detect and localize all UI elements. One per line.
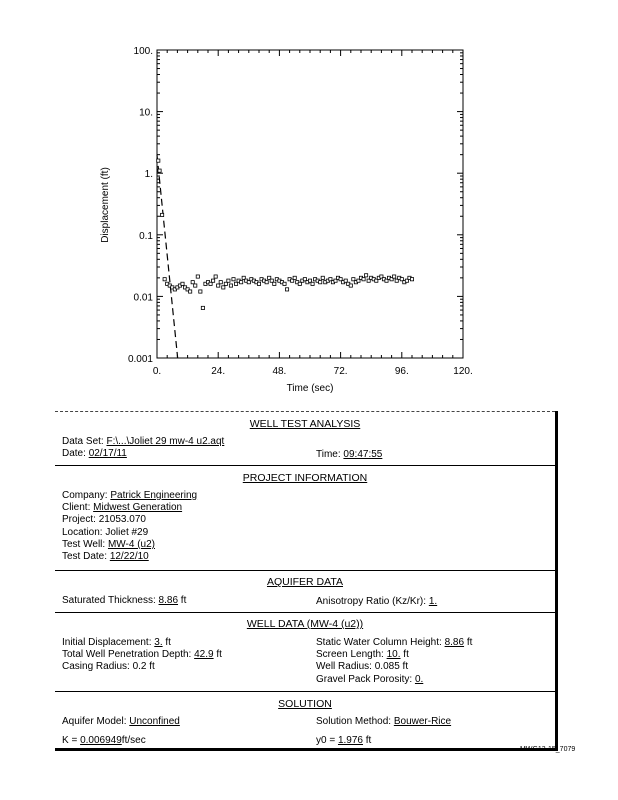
data-point <box>349 284 352 287</box>
gravel-value: 0. <box>414 674 424 685</box>
data-point <box>273 282 276 285</box>
data-point <box>229 284 232 287</box>
aquifer-data-header: AQUIFER DATA <box>266 576 344 588</box>
casing-label: Casing Radius: <box>62 661 130 672</box>
penetration-label: Total Well Penetration Depth: <box>62 649 192 660</box>
penetration-value: 42.9 <box>194 649 214 660</box>
static-value: 8.86 <box>444 637 465 648</box>
gravel-porosity-row <box>316 674 423 686</box>
client-value: Midwest Generation <box>93 502 183 513</box>
client-label: Client: <box>62 502 91 513</box>
date-value: 02/17/11 <box>88 448 127 459</box>
k-equals: = <box>71 735 78 746</box>
time-row <box>316 449 382 461</box>
y-tick-label: 0.001 <box>127 354 153 365</box>
model-value: Unconfined <box>129 716 180 727</box>
anisotropy-label: Anisotropy Ratio (Kz/Kr): <box>316 596 427 607</box>
k-value: 0.006949 <box>80 735 122 746</box>
data-set-value: F:\...\Joliet 29 mw-4 u2.aqt <box>106 436 225 447</box>
data-point <box>196 275 199 278</box>
data-point <box>161 213 164 216</box>
fit-line <box>157 155 178 358</box>
y0-row <box>316 735 371 747</box>
data-point <box>199 290 202 293</box>
well-radius-unit: ft <box>402 661 409 672</box>
penetration-row <box>62 649 222 661</box>
sat-thickness-value: 8.86 <box>158 595 179 606</box>
y-tick-label: 1. <box>144 169 153 181</box>
y-axis-label: Displacement (ft) <box>100 167 111 243</box>
casing-value: 0.2 <box>132 661 147 672</box>
client-row <box>62 502 182 514</box>
data-point <box>194 284 197 287</box>
screen-length-row <box>316 649 409 661</box>
screen-label: Screen Length: <box>316 649 384 660</box>
sat-thickness-label: Saturated Thickness: <box>62 595 156 606</box>
y0-value: 1.976 <box>337 735 363 746</box>
y0-unit: ft <box>365 735 372 746</box>
divider-4 <box>55 691 555 692</box>
well-radius-label: Well Radius: <box>316 661 372 672</box>
data-point <box>217 284 220 287</box>
data-set-row <box>62 436 224 448</box>
project-label: Project: <box>62 514 96 525</box>
well-radius-row <box>316 661 408 673</box>
data-point <box>365 274 368 277</box>
data-point <box>311 282 314 285</box>
data-point <box>321 276 324 279</box>
test-date-value: 12/22/10 <box>109 551 149 562</box>
data-point <box>257 282 260 285</box>
casing-radius-row <box>62 661 155 673</box>
screen-value: 10. <box>386 649 401 660</box>
y-tick-label: 0.1 <box>139 230 153 242</box>
saturated-thickness-row <box>62 595 186 607</box>
data-set-label: Data Set: <box>62 436 104 447</box>
data-point <box>232 278 235 281</box>
k-label: K <box>62 735 69 746</box>
divider-3 <box>55 612 555 613</box>
test-date-label: Test Date: <box>62 551 108 562</box>
y0-label: y0 = <box>316 735 336 746</box>
axis-ticks <box>128 46 473 377</box>
y-tick-label: 10. <box>139 107 153 119</box>
data-point <box>362 278 365 281</box>
location-row <box>62 527 148 539</box>
location-label: Location: <box>62 527 103 538</box>
data-point <box>224 282 227 285</box>
x-tick-label: 120. <box>453 366 473 377</box>
k-row <box>62 735 146 747</box>
anisotropy-value: 1. <box>428 596 438 607</box>
data-point <box>189 290 192 293</box>
method-label: Solution Method: <box>316 716 392 727</box>
init-disp-unit: ft <box>165 637 171 648</box>
project-info-header: PROJECT INFORMATION <box>242 472 368 484</box>
casing-unit: ft <box>149 661 155 672</box>
data-point <box>265 281 268 284</box>
data-point <box>191 281 194 284</box>
time-label: Time: <box>316 449 341 460</box>
solution-header: SOLUTION <box>278 698 332 710</box>
data-point <box>283 282 286 285</box>
data-point <box>227 279 230 282</box>
data-point <box>285 288 288 291</box>
x-tick-label: 0. <box>152 366 162 377</box>
data-point <box>209 282 212 285</box>
chart-frame <box>157 50 463 358</box>
method-value: Bouwer-Rice <box>393 716 452 727</box>
test-date-row <box>62 551 149 563</box>
sat-thickness-unit: ft <box>180 595 187 606</box>
data-point <box>181 282 184 285</box>
time-value: 09:47:55 <box>343 449 383 460</box>
screen-unit: ft <box>403 649 409 660</box>
aquifer-model-row <box>62 716 180 728</box>
data-point <box>293 276 296 279</box>
data-point <box>393 275 396 278</box>
data-point <box>240 281 243 284</box>
data-points <box>157 159 414 309</box>
test-well-row <box>62 539 155 551</box>
data-point <box>319 281 322 284</box>
k-unit: ft/sec <box>121 735 146 746</box>
penetration-unit: ft <box>216 649 222 660</box>
project-row <box>62 514 146 526</box>
well-data-header: WELL DATA (MW-4 (u2)) <box>246 618 364 630</box>
x-tick-label: 72. <box>333 366 348 377</box>
well-radius-value: 0.085 <box>374 661 400 672</box>
solution-method-row <box>316 716 451 728</box>
data-point <box>410 278 413 281</box>
initial-displacement-row <box>62 637 171 649</box>
fit-line-group <box>157 155 178 358</box>
data-point <box>212 279 215 282</box>
data-point <box>234 282 237 285</box>
test-well-label: Test Well: <box>62 539 106 550</box>
y-tick-label: 100. <box>133 46 153 57</box>
location-value: Joliet #29 <box>105 527 149 538</box>
data-point <box>163 278 166 281</box>
panel-top-rule <box>55 411 555 412</box>
init-disp-label: Initial Displacement: <box>62 637 152 648</box>
well-test-analysis-title: WELL TEST ANALYSIS <box>249 418 361 430</box>
date-label: Date: <box>62 448 86 459</box>
company-row <box>62 490 197 502</box>
data-point <box>308 279 311 282</box>
static-unit: ft <box>466 637 473 648</box>
data-point <box>214 275 217 278</box>
data-point <box>201 306 204 309</box>
document-id: MWG13-15_7079 <box>520 746 576 753</box>
static-water-row <box>316 637 472 649</box>
x-axis-label: Time (sec) <box>286 383 334 394</box>
date-row <box>62 448 127 460</box>
model-label: Aquifer Model: <box>62 716 127 727</box>
company-value: Patrick Engineering <box>110 490 198 501</box>
gravel-label: Gravel Pack Porosity: <box>316 674 413 685</box>
data-point <box>219 281 222 284</box>
data-point <box>298 282 301 285</box>
y-tick-label: 0.01 <box>133 292 153 304</box>
x-tick-label: 96. <box>394 366 409 377</box>
static-label: Static Water Column Height: <box>316 637 442 648</box>
data-point <box>222 286 225 289</box>
plot-frame <box>157 50 463 358</box>
project-value: 21053.070 <box>98 514 146 525</box>
x-tick-label: 24. <box>211 366 226 377</box>
data-point <box>157 159 160 162</box>
data-point <box>270 279 273 282</box>
test-well-value: MW-4 (u2) <box>107 539 155 550</box>
data-point <box>158 169 161 172</box>
data-point <box>344 279 347 282</box>
anisotropy-row <box>316 596 437 608</box>
divider-2 <box>55 570 555 571</box>
init-disp-value: 3. <box>154 637 163 648</box>
x-tick-label: 48. <box>272 366 287 377</box>
divider-1 <box>55 465 555 466</box>
company-label: Company: <box>62 490 108 501</box>
report-panel <box>55 411 558 751</box>
